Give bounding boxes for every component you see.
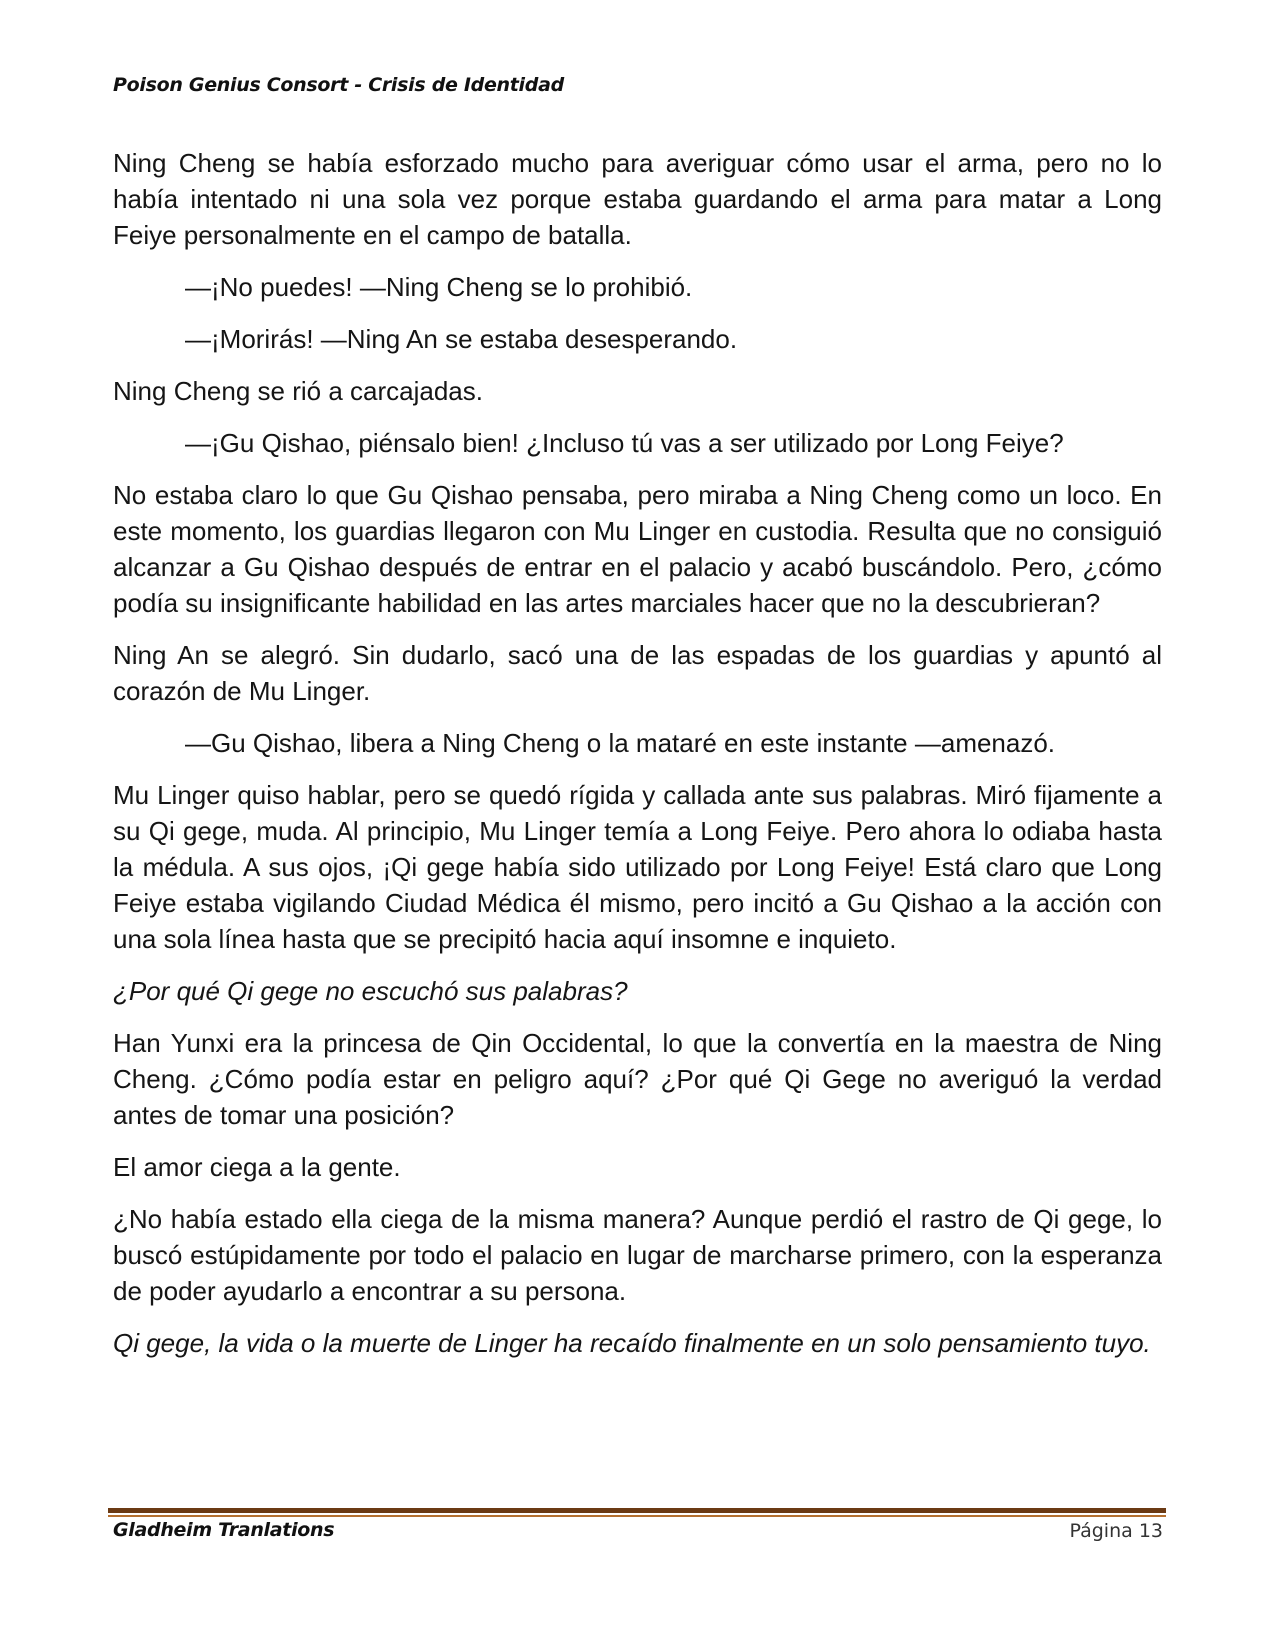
footer-translator: Gladheim Tranlations [113, 1519, 335, 1541]
page-number: 13 [1138, 1520, 1163, 1542]
dialog-paragraph: —¡Gu Qishao, piénsalo bien! ¿Incluso tú vas a ser utilizado por Long Feiye? [185, 428, 1064, 458]
body-text [113, 145, 1162, 1377]
italic-paragraph: Qi gege, la vida o la muerte de Linger ha recaído finalmente en un solo pensamiento tuyo. [113, 1328, 1151, 1358]
paragraph: ¿No había estado ella ciega de la misma manera? Aunque perdió el rastro de Qi gege, lo buscó estúpidamente por todo el palacio en lugar de marcharse primero, con la esperanza de poder ayudarlo a encontrar a su persona. [113, 1204, 1162, 1306]
paragraph: Ning Cheng se rió a carcajadas. [113, 376, 483, 406]
dialog-paragraph: —¡No puedes! —Ning Cheng se lo prohibió. [185, 272, 693, 302]
paragraph: No estaba claro lo que Gu Qishao pensaba, pero miraba a Ning Cheng como un loco. En este momento, los guardias llegaron con Mu Linger en custodia. Resulta que no consiguió alcanzar a Gu Qishao después de entrar en el palacio y acabó buscándolo. Pero, ¿cómo podía su insignificante habilidad en las artes marciales hacer que no la descubrieran? [113, 480, 1162, 618]
paragraph: El amor ciega a la gente. [113, 1152, 401, 1182]
dialog-paragraph: —¡Morirás! —Ning An se estaba desesperando. [185, 324, 738, 354]
italic-paragraph: ¿Por qué Qi gege no escuchó sus palabras? [113, 976, 628, 1006]
dialog-paragraph: —Gu Qishao, libera a Ning Cheng o la mataré en este instante —amenazó. [185, 728, 1056, 758]
footer-divider-thick [108, 1508, 1166, 1513]
paragraph: Ning An se alegró. Sin dudarlo, sacó una de las espadas de los guardias y apuntó al corazón de Mu Linger. [113, 640, 1162, 706]
page-header-title: Poison Genius Consort - Crisis de Identidad [113, 74, 564, 96]
page-label: Página [1069, 1520, 1133, 1542]
paragraph: Han Yunxi era la princesa de Qin Occidental, lo que la convertía en la maestra de Ning Cheng. ¿Cómo podía estar en peligro aquí? ¿Por qué Qi Gege no averiguó la verdad antes de tomar una posición? [113, 1028, 1162, 1130]
paragraph: Mu Linger quiso hablar, pero se quedó rígida y callada ante sus palabras. Miró fijamente a su Qi gege, muda. Al principio, Mu Linger temía a Long Feiye. Pero ahora lo odiaba hasta la médula. A sus ojos, ¡Qi gege había sido utilizado por Long Feiye! Está claro que Long Feiye estaba vigilando Ciudad Médica él mismo, pero incitó a Gu Qishao a la acción con una sola línea hasta que se precipitó hacia aquí insomne e inquieto. [113, 780, 1162, 954]
footer-divider-thin [108, 1515, 1166, 1517]
paragraph: Ning Cheng se había esforzado mucho para averiguar cómo usar el arma, pero no lo había intentado ni una sola vez porque estaba guardando el arma para matar a Long Feiye personalmente en el campo de batalla. [113, 148, 1162, 250]
footer-page-number [1069, 1520, 1163, 1542]
